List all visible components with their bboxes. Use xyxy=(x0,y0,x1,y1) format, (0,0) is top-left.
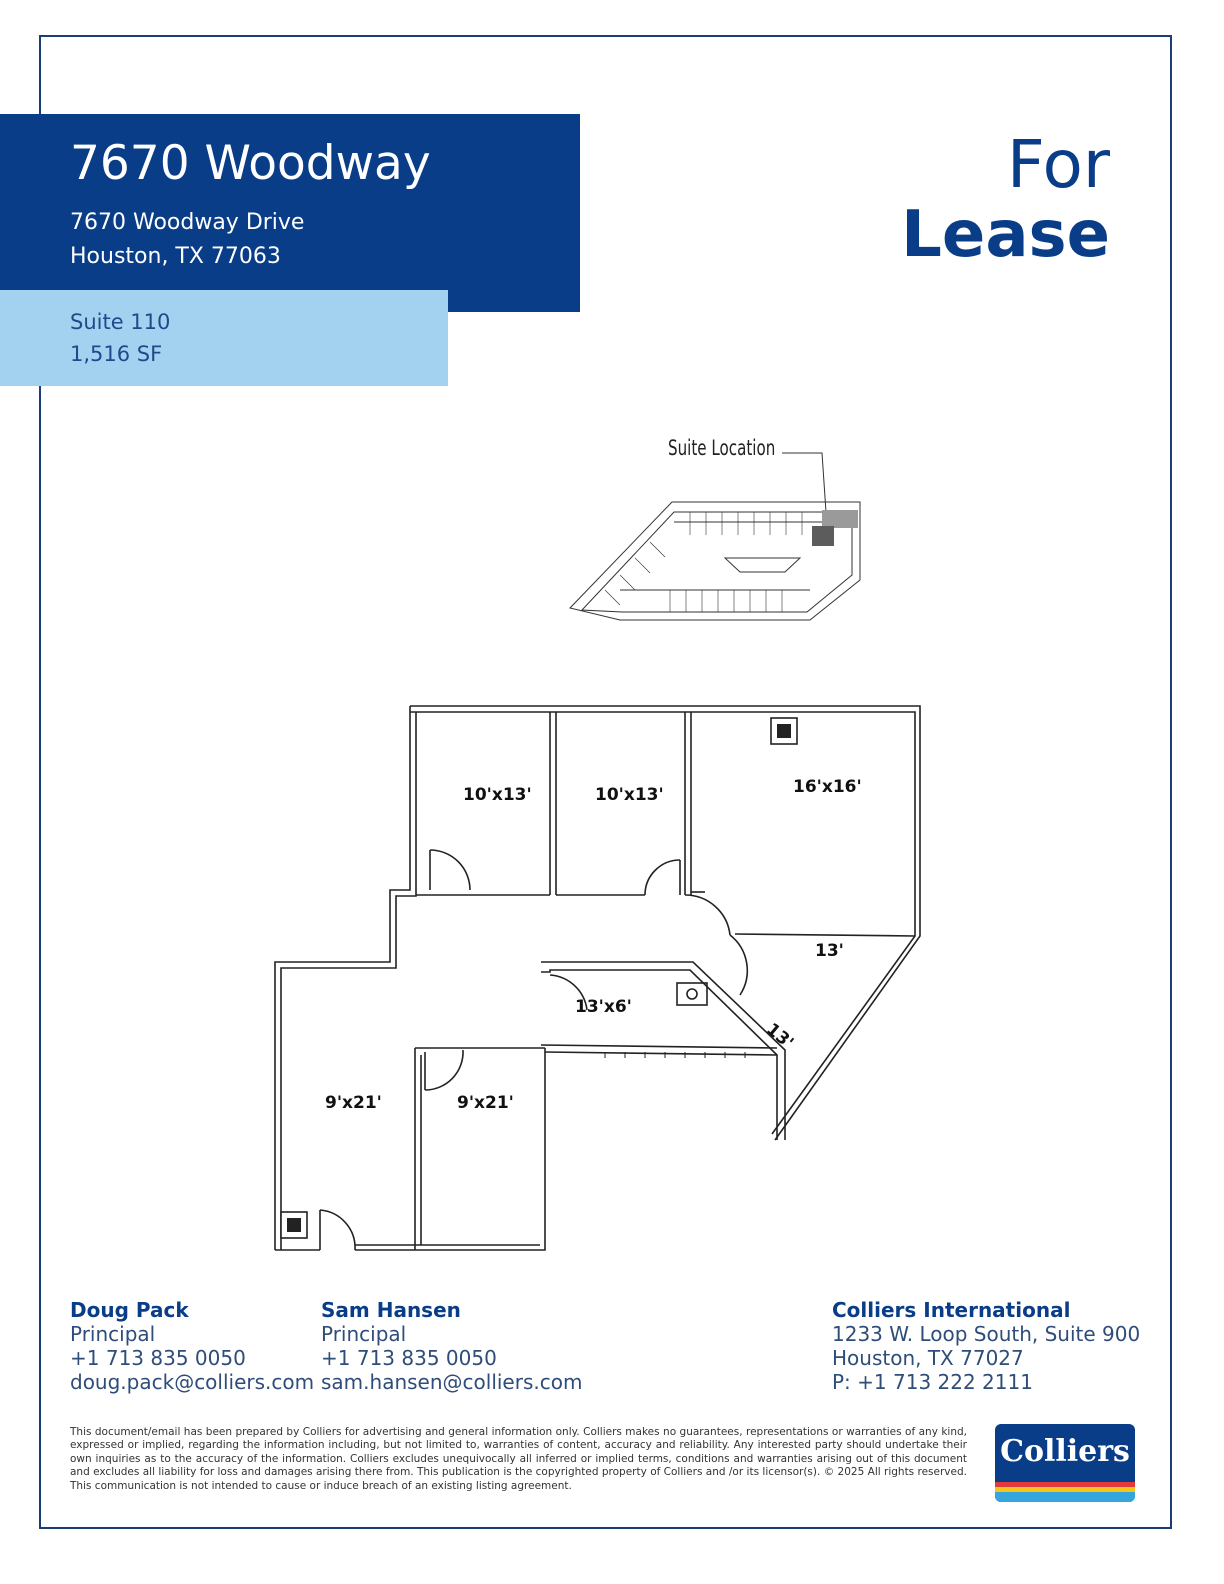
company-address-1: 1233 W. Loop South, Suite 900 xyxy=(832,1322,1141,1346)
site-plan xyxy=(560,440,880,635)
contact-title: Principal xyxy=(70,1322,156,1346)
suite-size: 1,516 SF xyxy=(70,342,163,366)
contact-doug-pack xyxy=(70,1298,314,1394)
suite-location-label: Suite Location xyxy=(668,436,776,460)
contact-email[interactable]: sam.hansen@colliers.com xyxy=(321,1370,583,1394)
company-block xyxy=(832,1298,1140,1394)
suite-number: Suite 110 xyxy=(70,310,171,334)
contact-name: Sam Hansen xyxy=(321,1298,461,1322)
contact-phone[interactable]: +1 713 835 0050 xyxy=(70,1346,246,1370)
for-heading: For xyxy=(1006,126,1110,203)
lease-heading: Lease xyxy=(901,198,1110,272)
contact-phone[interactable]: +1 713 835 0050 xyxy=(321,1346,497,1370)
colliers-logo xyxy=(995,1424,1135,1502)
room-label: 9'x21' xyxy=(457,1093,514,1113)
company-phone[interactable]: P: +1 713 222 2111 xyxy=(832,1370,1033,1394)
logo-text: Colliers xyxy=(1000,1434,1130,1469)
contact-name: Doug Pack xyxy=(70,1298,189,1322)
logo-stripe-blue xyxy=(995,1492,1135,1502)
room-label: 10'x13' xyxy=(595,785,664,805)
room-label: 9'x21' xyxy=(325,1093,382,1113)
room-label: 10'x13' xyxy=(463,785,532,805)
room-label: 13'x6' xyxy=(575,997,632,1017)
contact-email[interactable]: doug.pack@colliers.com xyxy=(70,1370,315,1394)
address-line-2: Houston, TX 77063 xyxy=(70,244,281,269)
property-title: 7670 Woodway xyxy=(70,136,431,191)
address-line-1: 7670 Woodway Drive xyxy=(70,210,305,235)
contact-sam-hansen xyxy=(321,1298,582,1394)
company-name: Colliers International xyxy=(832,1298,1071,1322)
room-label: 13' xyxy=(815,941,844,961)
contact-title: Principal xyxy=(321,1322,407,1346)
suite-band xyxy=(0,290,448,386)
disclaimer: This document/email has been prepared by Colliers for advertising and general information only. Colliers makes no guarantees, representations or warranties of any kind, expressed or implied, regarding the information including, but not limited to, warranties of content, accuracy and reliability. Any interested party should undertake their own inquiries as to the accuracy of the information. Colliers excludes unequivocally all inferred or implied terms, conditions and warranties arising out of this document and excludes all liability for loss and damages arising there from. This publication is the copyrighted property of Colliers and /or its licensor(s). © 2025 All rights reserved. This communication is not intended to cause or induce breach of an existing listing agreement. xyxy=(70,1426,967,1492)
room-label: 13' xyxy=(762,1019,798,1054)
company-address-2: Houston, TX 77027 xyxy=(832,1346,1024,1370)
room-label: 16'x16' xyxy=(793,777,862,797)
floor-plan xyxy=(265,700,930,1260)
